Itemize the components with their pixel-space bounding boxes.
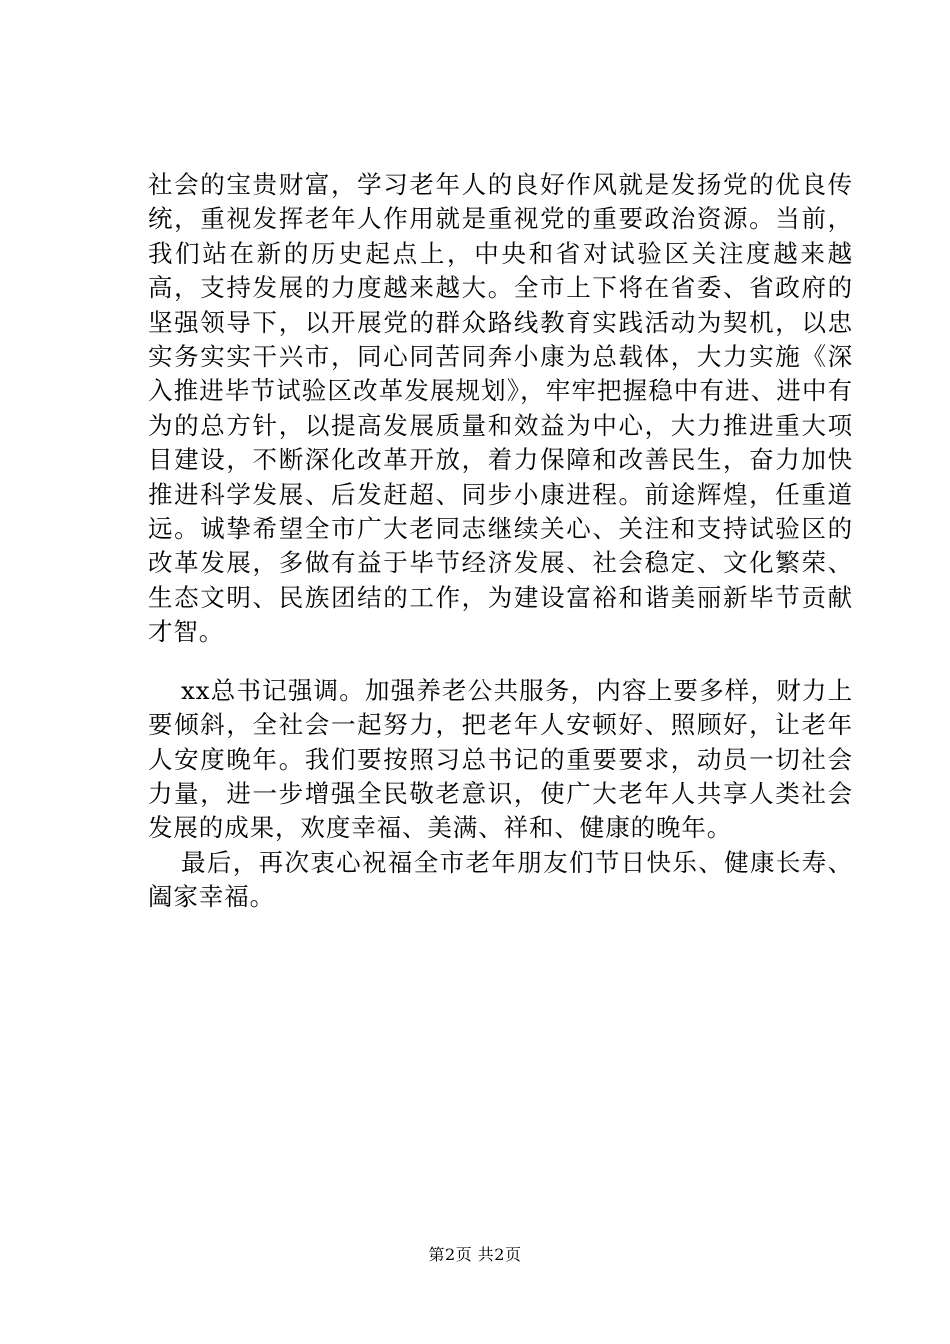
document-body [148,168,853,915]
paragraph-continuation: 社会的宝贵财富，学习老年人的良好作风就是发扬党的优良传统，重视发挥老年人作用就是重视党的重要政治资源。当前，我们站在新的历史起点上，中央和省对试验区关注度越来越高，支持发展的力度越来越大。全市上下将在省委、省政府的坚强领导下，以开展党的群众路线教育实践活动为契机，以忠实务实实干兴市，同心同苦同奔小康为总载体，大力实施《深入推进毕节试验区改革发展规划》，牢牢把握稳中有进、进中有为的总方针，以提高发展质量和效益为中心，大力推进重大项目建设，不断深化改革开放，着力保障和改善民生，奋力加快推进科学发展、后发赶超、同步小康进程。前途辉煌，任重道远。诚挚希望全市广大老同志继续关心、关注和支持试验区的改革发展，多做有益于毕节经济发展、社会稳定、文化繁荣、生态文明、民族团结的工作，为建设富裕和谐美丽新毕节贡献才智。 [148,170,853,647]
paragraph-gap [148,650,853,674]
paragraph-quote: xx总书记强调。加强养老公共服务，内容上要多样，财力上要倾斜，全社会一起努力，把老年人安顿好、照顾好，让老年人安度晚年。我们要按照习总书记的重要要求，动员一切社会力量，进一步增强全民敬老意识，使广大老年人共享人类社会发展的成果，欢度幸福、美满、祥和、健康的晚年。 [148,675,853,843]
paragraph-closing: 最后，再次衷心祝福全市老年朋友们节日快乐、健康长寿、阖家幸福。 [148,847,853,912]
page-footer: 第2页 共2页 [428,1245,522,1264]
